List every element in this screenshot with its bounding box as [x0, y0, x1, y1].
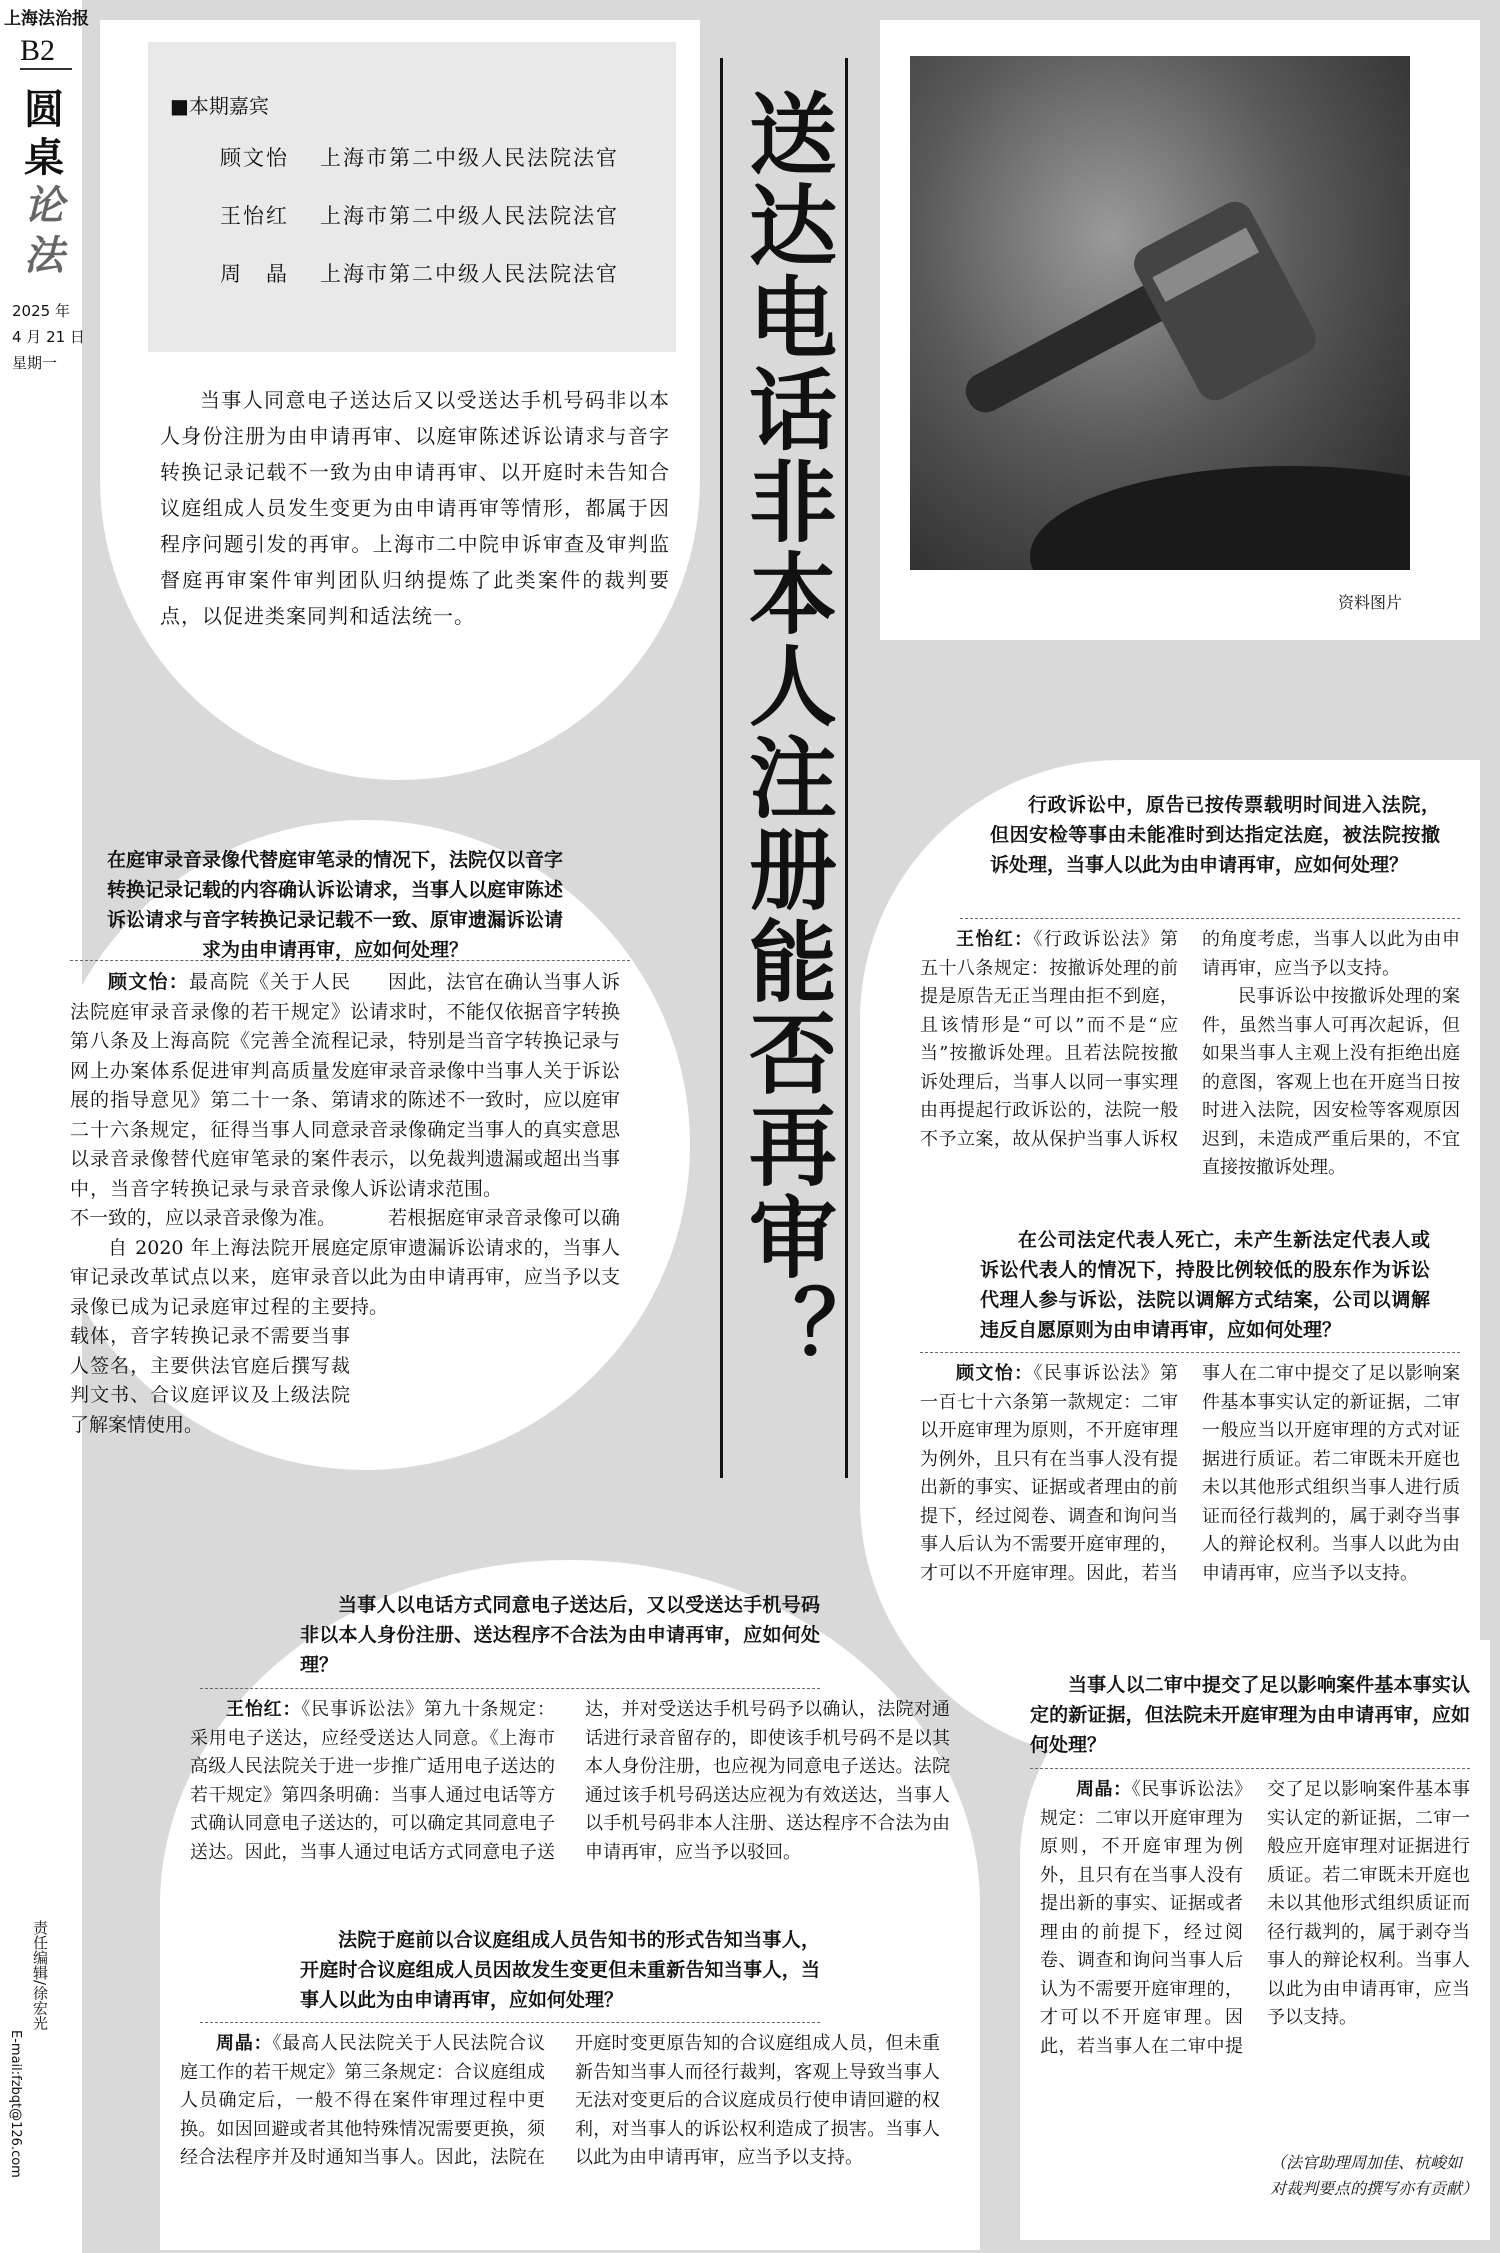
divider — [200, 2022, 820, 2023]
answer-1-col-1: 顾文怡：最高院《关于人民法院庭审录音录像的若干规定》第八条及上海高院《完善全流程网上办案体系促进审判高质量发展的指导意见》第二十一条、第二十六条规定，征得当事人同意以录音录像替代庭审笔录的案件中，当音字转换记录与录音录像不一致的，应以录音录像为准。 自 2020 年上海法院开展庭审记录改革试点以来，庭审录音录像已成为记录庭审过程的主要载体，音字转换记录不需要当事人签名，主要供法官庭后撰写裁判文书、合议庭评议及上级法院了解案情使用。 — [70, 971, 350, 1436]
contributor-credit: （法官助理周加佳、杭峻如对裁判要点的撰写亦有贡献） — [1270, 2153, 1479, 2198]
editor-credit: 责任编辑/徐宏光 — [31, 1920, 49, 2031]
column-char-1: 圆 — [24, 86, 64, 133]
editor-email: E-mail:fzbqt@126.com — [8, 2030, 23, 2178]
answer-4: 王怡红：《民事诉讼法》第九十条规定：采用电子送达，应经受送达人同意。《上海市高级人民法院关于进一步推广适用电子送达的若干规定》第四条明确：当事人通过电话等方式确认同意电子送达的，可以确定其同意电子送达。因此，当事人通过电话方式同意电子送达，并对受送达手机号码予以确认，法院对通话进行录音留存的，即使该手机号码不是以其本人身份注册，也应视为同意电子送达。法院通过该手机号码送达应视为有效送达，当事人以手机号码非本人注册、送达程序不合法为由申请再审，应当予以驳回。 — [190, 1699, 950, 1863]
question-5: 当事人以二审中提交了足以影响案件基本事实认定的新证据，但法院未开庭审理为由申请再审，应如何处理？ — [1030, 1674, 1470, 1756]
answer-1-col-2: 因此，法官在确认当事人诉讼请求时，不能仅依据音字转换记录，特别是当音字转换记录与庭审录音录像中当事人关于诉讼请求的陈述不一致时，应以庭审录音录像确定当事人的真实意思表示，以免裁判遗漏或超出当事人诉讼请求范围。 若根据庭审录音录像可以确定原审遗漏诉讼请求的，当事人以此为由申请再审，应当予以支持。 — [350, 971, 620, 1318]
paper-logo: 上海法治报 — [4, 9, 89, 29]
divider — [960, 918, 1460, 919]
question-4: 当事人以电话方式同意电子送达后，又以受送达手机号码非以本人身份注册、送达程序不合法为由申请再审，应如何处理？ — [300, 1594, 820, 1676]
guest-row: 周 晶 上海市第二中级人民法院法官 — [220, 262, 619, 286]
photo-caption: 资料图片 — [1338, 593, 1403, 612]
headline: 送达电话非本人注册能否再审？ — [735, 88, 839, 1376]
page-number: B2 — [20, 34, 72, 70]
lead-paragraph: 当事人同意电子送达后又以受送达手机号码非以本人身份注册为由申请再审、以庭审陈述诉讼请求与音字转换记录记载不一致为由申请再审、以开庭时未告知合议庭组成人员发生变更为由申请再审等情形，都属于因程序问题引发的再审。上海市二中院申诉审查及审判监督庭再审案件审判团队归纳提炼了此类案件的裁判要点，以促进类案同判和适法统一。 — [160, 388, 670, 628]
divider — [200, 1688, 820, 1689]
column-char-4: 法 — [24, 232, 64, 279]
divider — [70, 960, 630, 961]
issue-date: 4 月 21 日 — [12, 328, 85, 346]
question-3: 在公司法定代表人死亡，未产生新法定代表人或诉讼代表人的情况下，持股比例较低的股东作为诉讼代理人参与诉讼，法院以调解方式结案，公司以调解违反自愿原则为由申请再审，应如何处理？ — [980, 1229, 1430, 1341]
gavel-icon — [910, 56, 1410, 570]
gavel-photo — [910, 56, 1410, 570]
question-6: 法院于庭前以合议庭组成人员告知书的形式告知当事人，开庭时合议庭组成人员因故发生变更但未重新告知当事人，当事人以此为由申请再审，应如何处理？ — [300, 1929, 820, 2011]
answer-5: 周晶：《民事诉讼法》规定：二审以开庭审理为原则，不开庭审理为例外，且只有在当事人没有提出新的事实、证据或者理由的前提下，经过阅卷、调查和询问当事人后认为不需要开庭审理的，才可以不开庭审理。因此，若当事人在二审中提交了足以影响案件基本事实认定的新证据，二审一般应开庭审理对证据进行质证。若二审既未开庭也未以其他形式组织质证而径行裁判的，属于剥夺当事人的辩论权利。当事人以此为由申请再审，应当予以支持。 — [1040, 1779, 1470, 2057]
column-char-2: 桌 — [24, 134, 64, 181]
issue-weekday: 星期一 — [12, 354, 58, 372]
question-2: 行政诉讼中，原告已按传票载明时间进入法院，但因安检等事由未能准时到达指定法庭，被法院按撤诉处理，当事人以此为由申请再审，应如何处理？ — [990, 794, 1440, 876]
divider — [1030, 1768, 1470, 1769]
guest-box — [148, 42, 676, 352]
question-1: 在庭审录音录像代替庭审笔录的情况下，法院仅以音字转换记录记载的内容确认诉讼请求，当事人以庭审陈述诉讼请求与音字转换记录记载不一致、原审遗漏诉讼请求为由申请再审，应如何处理？ — [106, 849, 563, 961]
answer-2: 王怡红：《行政诉讼法》第五十八条规定：按撤诉处理的前提是原告无正当理由拒不到庭，且该情形是“可以”而不是“应当”按撤诉处理。且若法院按撤诉处理后，当事人以同一事实理由再提起行政诉讼的，法院一般不予立案，故从保护当事人诉权的角度考虑，当事人以此为由申请再审，应当予以支持。 民事诉讼中按撤诉处理的案件，虽然当事人可再次起诉，但如果当事人主观上没有拒绝出庭的意图，客观上也在开庭当日按时进入法院，因安检等客观原因迟到，未造成严重后果的，不宜直接按撤诉处理。 — [920, 929, 1460, 1178]
issue-year: 2025 年 — [12, 302, 70, 320]
answer-6: 周晶：《最高人民法院关于人民法院合议庭工作的若干规定》第三条规定：合议庭组成人员确定后，一般不得在案件审理过程中更换。如因回避或者其他特殊情况需要更换，须经合法程序并及时通知当事人。因此，法院在开庭时变更原告知的合议庭组成人员，但未重新告知当事人而径行裁判，客观上导致当事人无法对变更后的合议庭成员行使申请回避的权利，对当事人的诉讼权利造成了损害。当事人以此为由申请再审，应当予以支持。 — [180, 2033, 940, 2168]
answer-3: 顾文怡：《民事诉讼法》第一百七十六条第一款规定：二审以开庭审理为原则，不开庭审理为例外，且只有在当事人没有提出新的事实、证据或者理由的前提下，经过阅卷、调查和询问当事人后认为不需要开庭审理的，才可以不开庭审理。因此，若当事人在二审中提交了足以影响案件基本事实认定的新证据，二审一般应当以开庭审理的方式对证据进行质证。若二审既未开庭也未以其他形式组织当事人进行质证而径行裁判的，属于剥夺当事人的辩论权利。当事人以此为由申请再审，应当予以支持。 — [920, 1363, 1460, 1584]
guest-row: 顾文怡 上海市第二中级人民法院法官 — [220, 146, 619, 170]
guest-title: ■本期嘉宾 — [170, 94, 269, 118]
divider — [920, 1352, 1460, 1353]
guest-row: 王怡红 上海市第二中级人民法院法官 — [220, 204, 619, 228]
column-char-3: 论 — [24, 182, 64, 229]
headline-box — [720, 58, 848, 1478]
